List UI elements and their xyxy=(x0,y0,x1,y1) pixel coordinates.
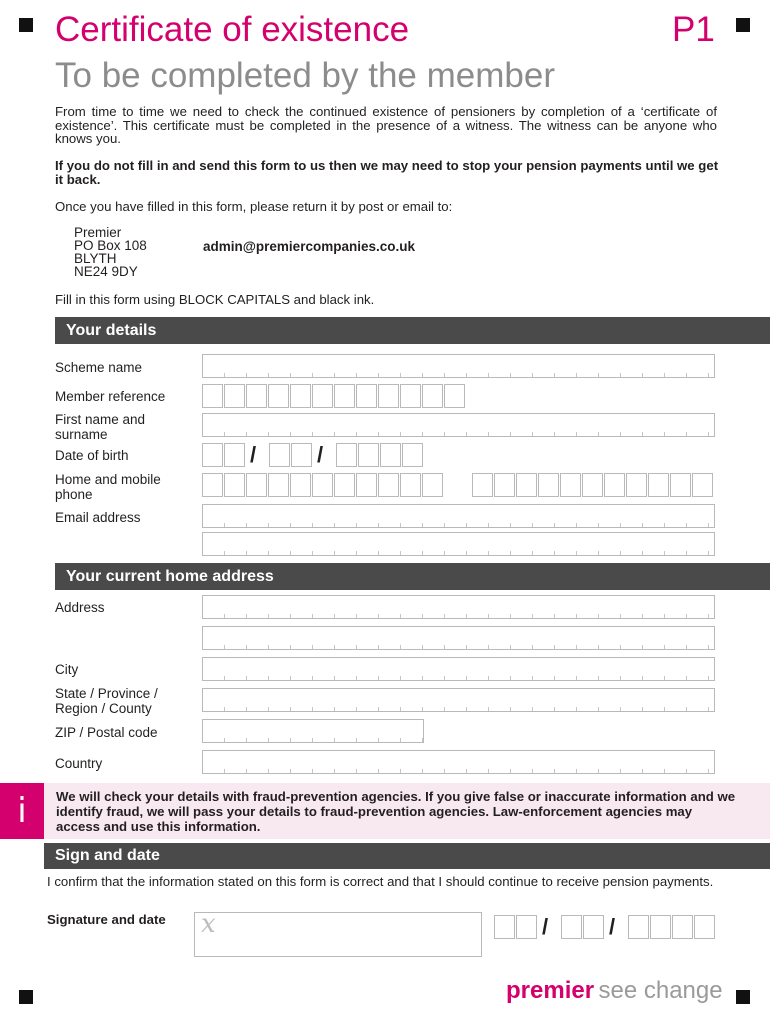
info-icon: i xyxy=(0,783,44,839)
address-line: NE24 9DY xyxy=(74,264,138,279)
char-box[interactable] xyxy=(648,473,669,497)
page-title: Certificate of existence xyxy=(55,10,410,49)
char-box[interactable] xyxy=(670,473,691,497)
date-separator: / xyxy=(250,442,257,467)
char-box[interactable] xyxy=(246,384,267,408)
brand-name: premier xyxy=(506,977,595,1004)
label-member-reference: Member reference xyxy=(55,389,166,404)
char-box[interactable] xyxy=(422,473,443,497)
address-line: BLYTH xyxy=(74,251,117,266)
char-box[interactable] xyxy=(290,473,311,497)
page-code: P1 xyxy=(672,10,715,49)
confirmation-statement: I confirm that the information stated on this form is correct and that I should continue to receive pension payments. xyxy=(47,874,714,889)
brand-tagline: see change xyxy=(598,977,723,1004)
char-box[interactable] xyxy=(583,915,604,939)
section-heading-home-address: Your current home address xyxy=(55,563,770,590)
char-box[interactable] xyxy=(356,384,377,408)
home-phone-boxes[interactable] xyxy=(202,473,443,497)
address-field-line-1[interactable] xyxy=(202,595,715,619)
label-phone: Home and mobile phone xyxy=(55,472,161,502)
char-box[interactable] xyxy=(561,915,582,939)
label-scheme-name: Scheme name xyxy=(55,360,143,375)
char-box[interactable] xyxy=(358,443,379,467)
label-full-name: First name and surname xyxy=(55,412,146,442)
char-box[interactable] xyxy=(269,443,290,467)
label-city: City xyxy=(55,662,79,677)
warning-text: If you do not fill in and send this form to us then we may need to stop your pension payments until we get it back. xyxy=(55,158,719,187)
char-box[interactable] xyxy=(312,473,333,497)
char-box[interactable] xyxy=(444,384,465,408)
char-box[interactable] xyxy=(202,473,223,497)
label-signature-date: Signature and date xyxy=(47,912,166,927)
char-box[interactable] xyxy=(402,443,423,467)
char-box[interactable] xyxy=(400,473,421,497)
corner-mark-bottom-right xyxy=(736,990,750,1004)
country-field[interactable] xyxy=(202,750,715,774)
char-box[interactable] xyxy=(334,473,355,497)
address-line: PO Box 108 xyxy=(74,238,147,253)
sign-year-boxes[interactable] xyxy=(628,915,715,939)
label-email: Email address xyxy=(55,510,141,525)
char-box[interactable] xyxy=(626,473,647,497)
char-box[interactable] xyxy=(538,473,559,497)
postal-address xyxy=(74,226,147,278)
label-address: Address xyxy=(55,600,105,615)
char-box[interactable] xyxy=(694,915,715,939)
dob-month-boxes[interactable] xyxy=(269,443,312,467)
char-box[interactable] xyxy=(378,384,399,408)
dob-year-boxes[interactable] xyxy=(336,443,423,467)
char-box[interactable] xyxy=(516,473,537,497)
char-box[interactable] xyxy=(268,473,289,497)
scheme-name-field[interactable] xyxy=(202,354,715,378)
premier-logo xyxy=(506,977,723,1005)
dob-day-boxes[interactable] xyxy=(202,443,245,467)
intro-paragraph: From time to time we need to check the continued existence of pensioners by completion of a ‘certificate of existence’. This certificate must be completed in the presence of a witness. The witness can be anyone who knows you. xyxy=(55,104,717,146)
signature-mark: x xyxy=(201,909,216,939)
char-box[interactable] xyxy=(628,915,649,939)
char-box[interactable] xyxy=(650,915,671,939)
block-capitals-instruction: Fill in this form using BLOCK CAPITALS and black ink. xyxy=(55,292,375,307)
label-country: Country xyxy=(55,756,103,771)
char-box[interactable] xyxy=(422,384,443,408)
corner-mark-bottom-left xyxy=(19,990,33,1004)
email-field-line-1[interactable] xyxy=(202,504,715,528)
char-box[interactable] xyxy=(378,473,399,497)
email-field-line-2[interactable] xyxy=(202,532,715,556)
char-box[interactable] xyxy=(290,384,311,408)
mobile-phone-boxes[interactable] xyxy=(472,473,713,497)
label-region: State / Province / Region / County xyxy=(55,686,158,716)
postal-code-field[interactable] xyxy=(202,719,424,743)
char-box[interactable] xyxy=(472,473,493,497)
char-box[interactable] xyxy=(246,473,267,497)
char-box[interactable] xyxy=(380,443,401,467)
char-box[interactable] xyxy=(224,473,245,497)
member-reference-boxes[interactable] xyxy=(202,384,465,408)
char-box[interactable] xyxy=(291,443,312,467)
char-box[interactable] xyxy=(604,473,625,497)
sign-month-boxes[interactable] xyxy=(561,915,604,939)
char-box[interactable] xyxy=(560,473,581,497)
char-box[interactable] xyxy=(224,443,245,467)
label-date-of-birth: Date of birth xyxy=(55,448,129,463)
sign-day-boxes[interactable] xyxy=(494,915,537,939)
char-box[interactable] xyxy=(336,443,357,467)
char-box[interactable] xyxy=(582,473,603,497)
char-box[interactable] xyxy=(494,473,515,497)
signature-box[interactable] xyxy=(194,909,482,957)
return-instruction: Once you have filled in this form, please return it by post or email to: xyxy=(55,199,453,214)
corner-mark-top-left xyxy=(19,18,33,32)
char-box[interactable] xyxy=(268,384,289,408)
label-postal-code: ZIP / Postal code xyxy=(55,725,158,740)
char-box[interactable] xyxy=(202,384,223,408)
char-box[interactable] xyxy=(516,915,537,939)
char-box[interactable] xyxy=(334,384,355,408)
char-box[interactable] xyxy=(672,915,693,939)
char-box[interactable] xyxy=(692,473,713,497)
date-separator: / xyxy=(317,442,324,467)
char-box[interactable] xyxy=(202,443,223,467)
city-field[interactable] xyxy=(202,657,715,681)
char-box[interactable] xyxy=(312,384,333,408)
return-email[interactable]: admin@premiercompanies.co.uk xyxy=(203,239,415,254)
fraud-notice-text: We will check your details with fraud-prevention agencies. If you give false or inaccurate information and we identify fraud, we will pass your details to fraud-prevention agencies. Law-enforcement agencies may access and use this information. xyxy=(56,789,736,834)
char-box[interactable] xyxy=(356,473,377,497)
date-separator: / xyxy=(609,914,616,939)
char-box[interactable] xyxy=(400,384,421,408)
full-name-field[interactable] xyxy=(202,413,715,437)
corner-mark-top-right xyxy=(736,18,750,32)
address-line: Premier xyxy=(74,225,122,240)
char-box[interactable] xyxy=(224,384,245,408)
char-box[interactable] xyxy=(494,915,515,939)
section-heading-your-details: Your details xyxy=(55,317,770,344)
page-subtitle: To be completed by the member xyxy=(55,56,555,95)
address-field-line-2[interactable] xyxy=(202,626,715,650)
date-separator: / xyxy=(542,914,549,939)
section-heading-sign-date: Sign and date xyxy=(44,843,770,869)
region-field[interactable] xyxy=(202,688,715,712)
